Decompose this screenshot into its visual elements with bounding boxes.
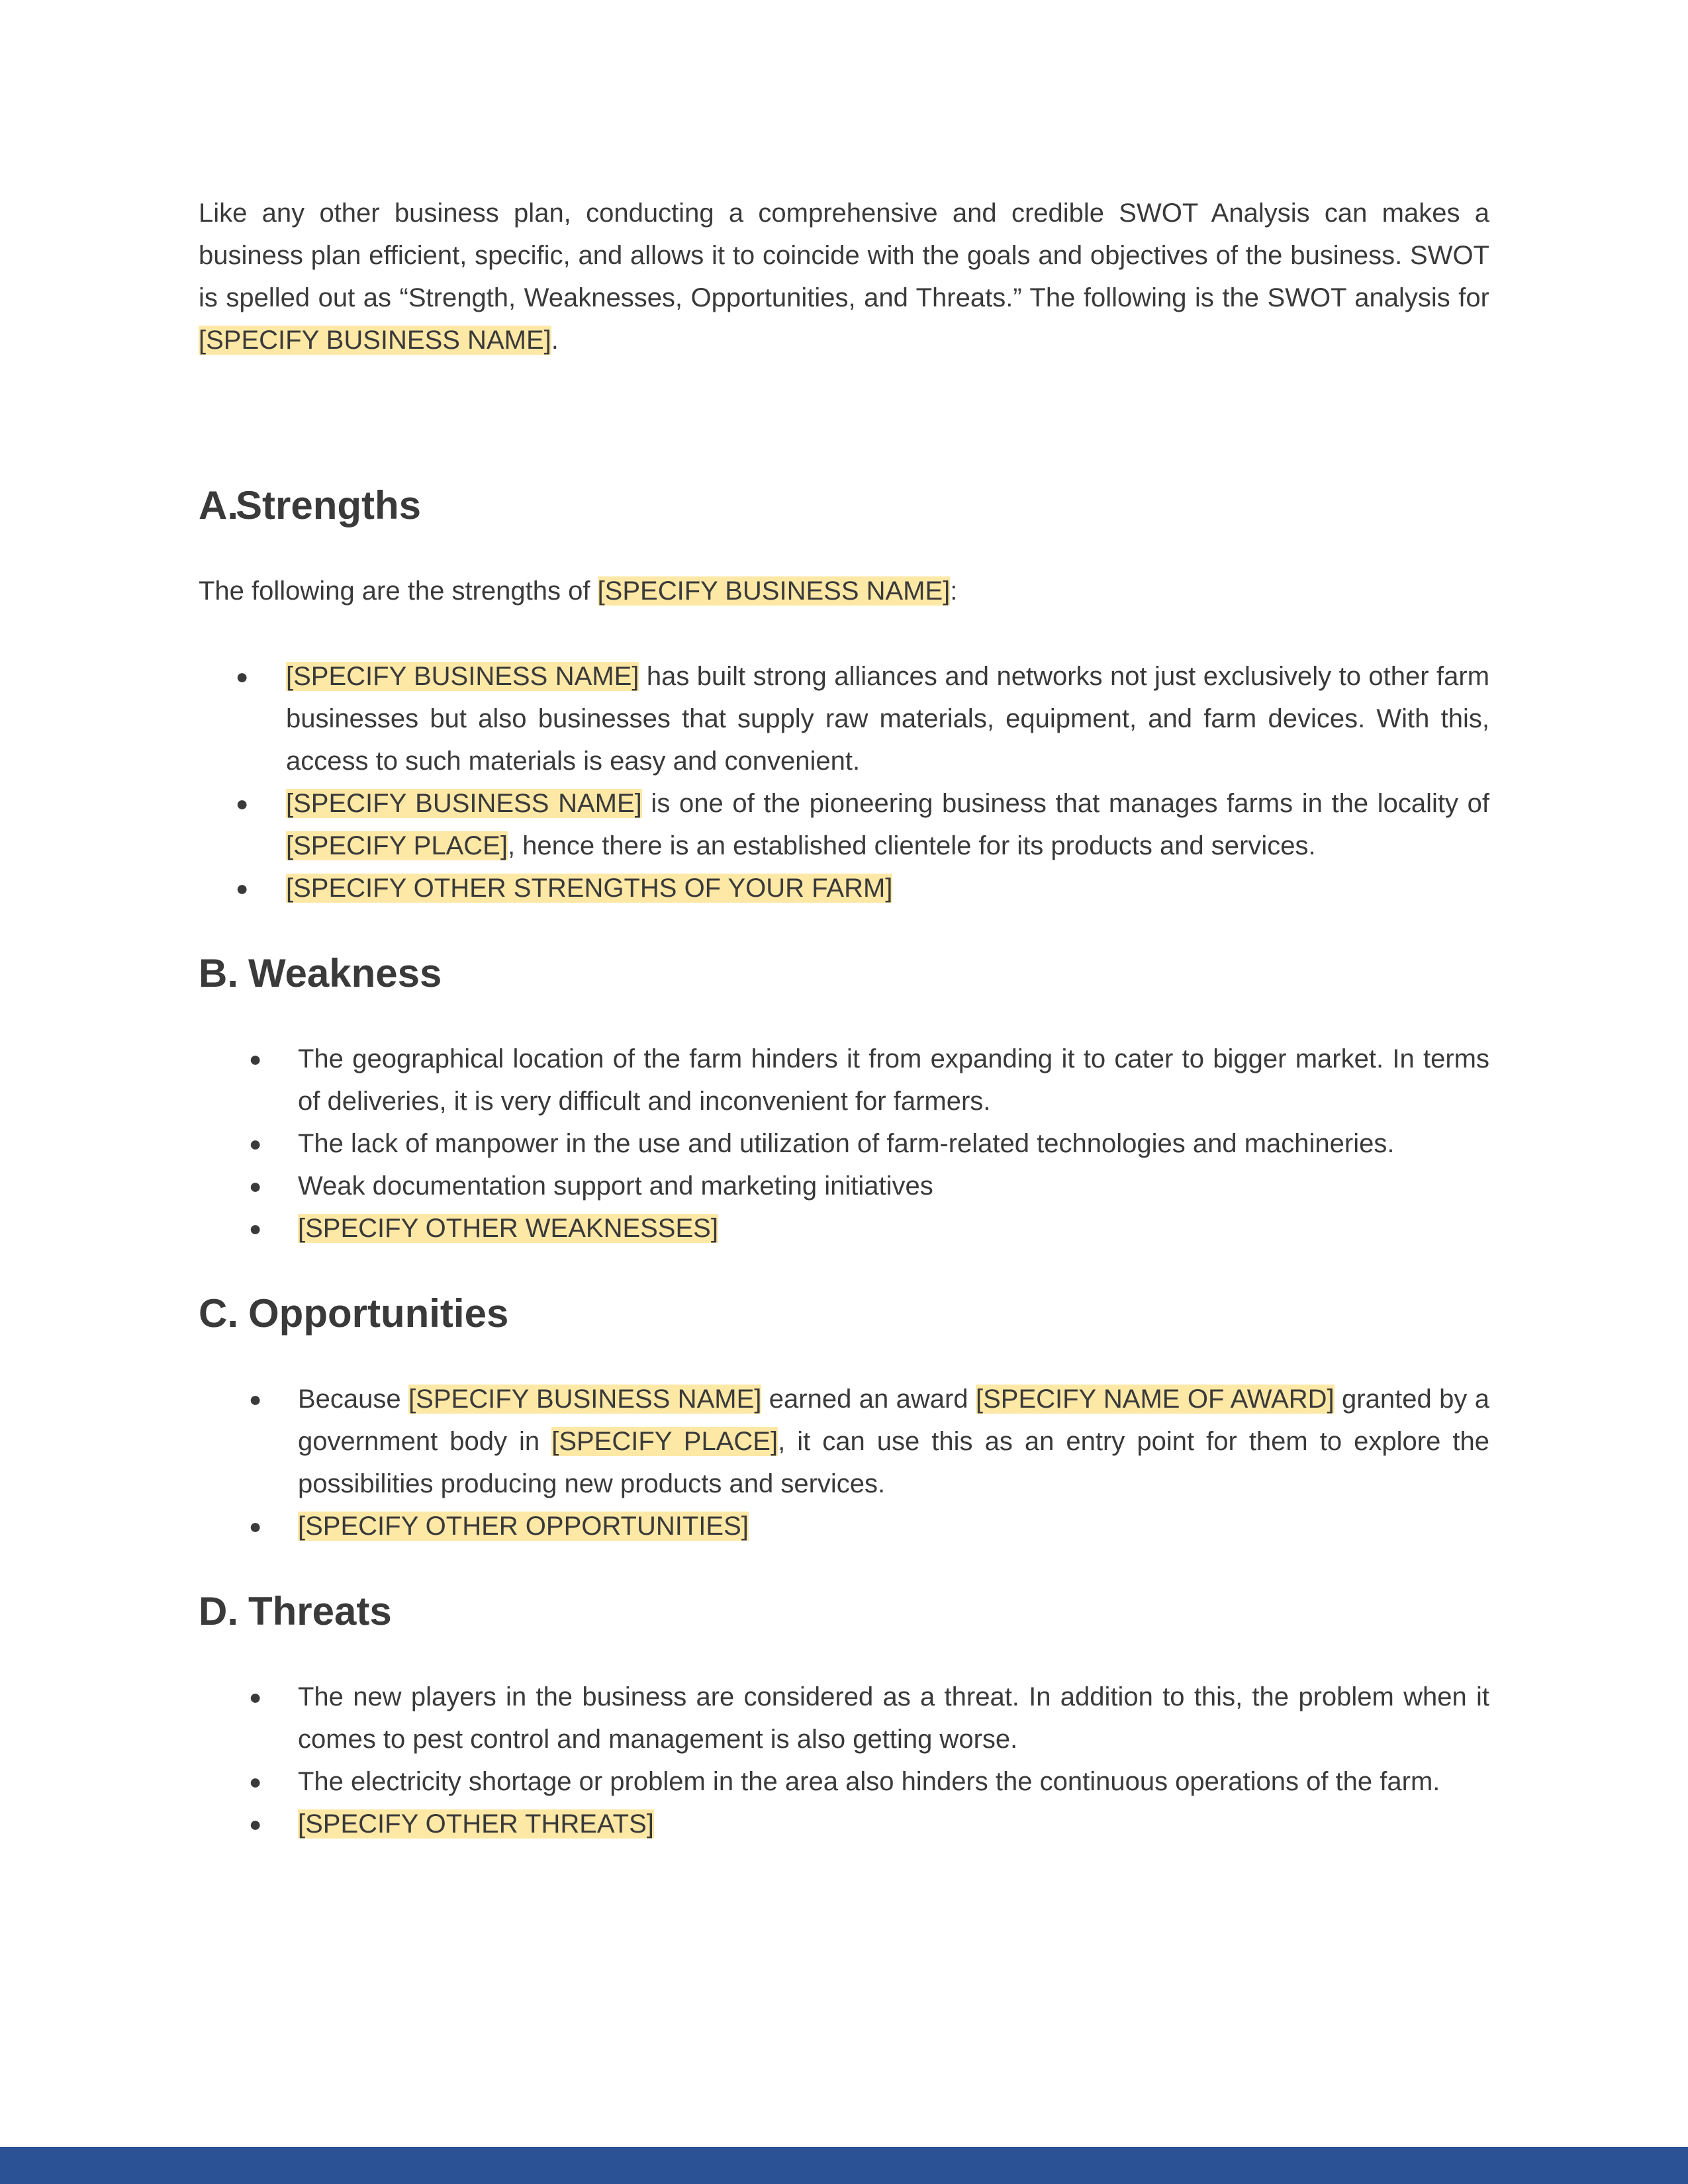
opportunities-letter: C. [199,1291,238,1336]
list-item [199,655,1489,782]
list-item [199,1803,1489,1845]
bullet-icon: ● [249,1216,262,1240]
bullet-icon: ● [249,1514,262,1538]
bullet-icon: ● [249,1047,262,1071]
weakness-heading [199,952,1489,995]
other-strengths-placeholder: [SPECIFY OTHER STRENGTHS OF YOUR FARM] [286,874,893,903]
other-opportunities-placeholder: [SPECIFY OTHER OPPORTUNITIES] [298,1512,749,1541]
list-item [199,1378,1489,1505]
intro-paragraph [199,192,1489,361]
place-placeholder: [SPECIFY PLACE] [286,831,508,860]
list-item [199,1165,1489,1207]
bullet-icon: ● [249,1132,262,1156]
opportunities-title: Opportunities [248,1291,509,1336]
strengths-lead [199,570,1489,612]
threats-list [199,1676,1489,1845]
footer-bar [0,2147,1688,2184]
bullet-icon: ● [249,1770,262,1794]
list-item-text: The geographical location of the farm hinders it from expanding it to cater to bigger market. In terms of deliveries, it is very difficult and inconvenient for farmers. [298,1044,1489,1116]
other-threats-placeholder: [SPECIFY OTHER THREATS] [298,1809,654,1839]
list-item-text: The lack of manpower in the use and utilization of farm-related technologies and machineries. [298,1129,1395,1158]
weakness-title: Weakness [248,951,442,995]
list-item [199,867,1489,909]
weakness-list [199,1038,1489,1250]
opportunities-heading [199,1293,1489,1335]
award-name-placeholder: [SPECIFY NAME OF AWARD] [975,1385,1335,1414]
bullet-icon: ● [249,1174,262,1198]
place-placeholder: [SPECIFY PLACE] [551,1427,778,1456]
business-name-placeholder: [SPECIFY BUSINESS NAME] [199,326,551,355]
business-name-placeholder: [SPECIFY BUSINESS NAME] [597,576,951,606]
business-name-placeholder: [SPECIFY BUSINESS NAME] [286,662,639,691]
list-item-text: The electricity shortage or problem in the area also hinders the continuous operations of the farm. [298,1767,1440,1796]
list-item-text: granted by a government body in [298,1385,1490,1456]
list-item-text: , it can use this as an entry point for them to explore the possibilities producing new products and services. [298,1427,1489,1498]
list-item-text: is one of the pioneering business that manages farms in the locality of [641,789,1490,818]
bullet-icon: ● [249,1812,262,1836]
bullet-icon: ● [249,1685,262,1709]
list-item [199,1676,1489,1760]
bullet-icon: ● [249,1387,262,1411]
list-item [199,782,1489,867]
bullet-icon: ● [236,792,249,815]
list-item-text: has built strong alliances and networks not just exclusively to other farm businesses but also businesses that supply raw materials, equipment, and farm devices. With this, access to such materials is easy and convenient. [286,662,1490,776]
list-item-text: The new players in the business are considered as a threat. In addition to this, the problem when it comes to pest control and management is also getting worse. [298,1682,1489,1754]
list-item [199,1505,1489,1547]
strengths-lead-end: : [950,576,958,606]
list-item [199,1207,1489,1250]
threats-title: Threats [248,1589,392,1633]
list-item [199,1760,1489,1803]
strengths-list [199,655,1489,909]
threats-heading [199,1590,1489,1633]
threats-letter: D. [199,1589,238,1633]
list-item-text: Because [298,1385,409,1414]
list-item-text: , hence there is an established clientele for its products and services. [507,831,1316,860]
list-item [199,1122,1489,1165]
strengths-letter: A. [199,483,238,527]
list-item [199,1038,1489,1122]
weakness-letter: B. [199,951,238,995]
bullet-icon: ● [236,876,249,900]
strengths-title: Strengths [236,483,422,527]
other-weaknesses-placeholder: [SPECIFY OTHER WEAKNESSES] [298,1214,718,1243]
list-item-text: earned an award [761,1385,976,1414]
business-name-placeholder: [SPECIFY BUSINESS NAME] [408,1385,762,1414]
document-body [199,192,1489,1845]
intro-end: . [551,326,559,355]
strengths-lead-text: The following are the strengths of [199,576,598,606]
opportunities-list [199,1378,1489,1547]
strengths-heading [199,484,1489,527]
bullet-icon: ● [236,664,249,688]
list-item-text: Weak documentation support and marketing initiatives [298,1171,933,1201]
business-name-placeholder: [SPECIFY BUSINESS NAME] [286,789,642,818]
intro-text: Like any other business plan, conducting a comprehensive and credible SWOT Analysis can makes a business plan efficient, specific, and allows it to coincide with the goals and objectives of the business. SWOT is spelled out as “Strength, Weaknesses, Opportunities, and Threats.” The following is the SWOT analysis for [199,199,1489,312]
